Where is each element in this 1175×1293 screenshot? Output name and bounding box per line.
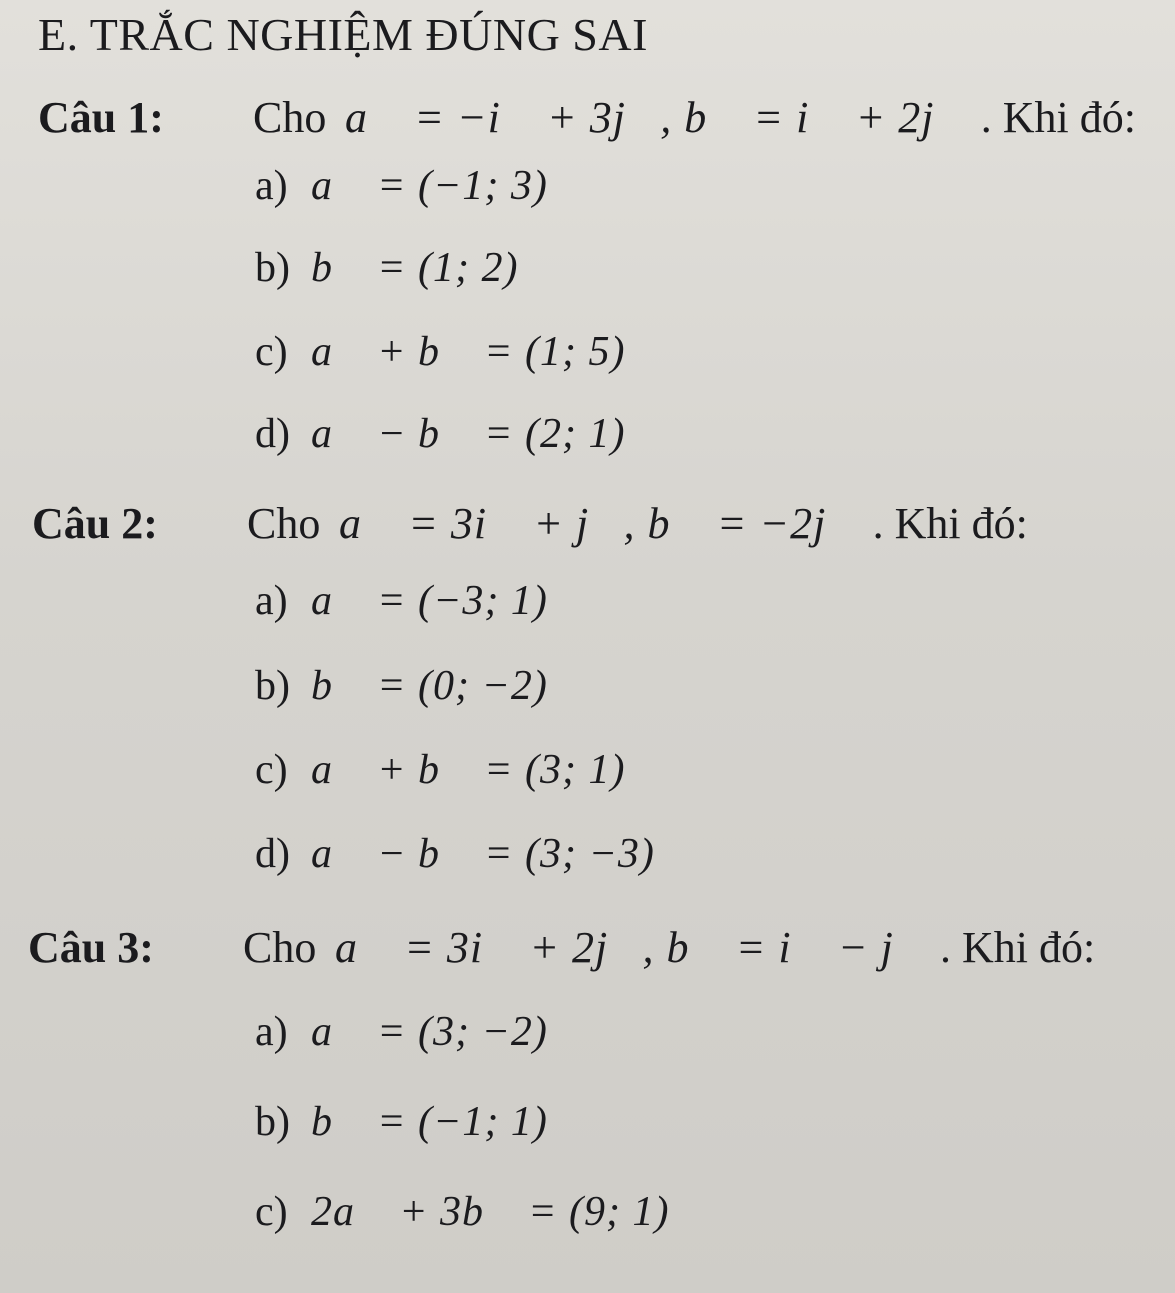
question-cho: Cho xyxy=(253,93,327,142)
option-label: d) xyxy=(255,831,290,877)
option-formula: a⃗ − b⃗ = (2; 1) xyxy=(311,411,626,457)
question-cho: Cho xyxy=(243,923,317,972)
question-1-option-b xyxy=(255,244,518,292)
option-formula: b⃗ = (−1; 1) xyxy=(311,1099,548,1145)
option-label: c) xyxy=(255,329,288,375)
option-label: a) xyxy=(255,1009,288,1055)
option-formula: a⃗ − b⃗ = (3; −3) xyxy=(311,831,655,877)
question-tail: . Khi đó: xyxy=(940,923,1096,972)
question-label: Câu 1: xyxy=(38,93,164,142)
question-label: Câu 2: xyxy=(32,499,158,548)
option-label: a) xyxy=(255,578,288,624)
question-formula: a⃗ = 3i⃗ + 2j⃗, b⃗ = i⃗ − j⃗ xyxy=(335,923,929,972)
option-formula: a⃗ = (−3; 1) xyxy=(311,578,548,624)
question-cho: Cho xyxy=(247,499,321,548)
option-formula: b⃗ = (1; 2) xyxy=(311,245,519,291)
question-formula: a⃗ = 3i⃗ + j⃗, b⃗ = −2j⃗ xyxy=(339,499,861,548)
question-2-option-c xyxy=(255,746,625,794)
question-2-option-d xyxy=(255,830,655,878)
question-3-option-a xyxy=(255,1008,548,1056)
question-3 xyxy=(28,922,1095,973)
question-tail: . Khi đó: xyxy=(872,499,1028,548)
option-label: a) xyxy=(255,163,288,209)
option-formula: b⃗ = (0; −2) xyxy=(311,663,548,709)
option-label: b) xyxy=(255,245,290,291)
section-heading: E. TRẮC NGHIỆM ĐÚNG SAI xyxy=(38,9,648,60)
option-label: b) xyxy=(255,1099,290,1145)
question-2-option-b xyxy=(255,662,548,710)
question-2-option-a xyxy=(255,577,548,625)
option-label: c) xyxy=(255,747,288,793)
question-2 xyxy=(32,498,1028,549)
question-formula: a⃗ = −i⃗ + 3j⃗, b⃗ = i⃗ + 2j⃗ xyxy=(345,93,969,142)
question-1-option-c xyxy=(255,328,625,376)
option-formula: a⃗ = (−1; 3) xyxy=(311,163,548,209)
option-label: c) xyxy=(255,1189,288,1235)
option-formula: a⃗ + b⃗ = (3; 1) xyxy=(311,747,626,793)
question-3-option-c xyxy=(255,1188,669,1236)
question-3-option-b xyxy=(255,1098,548,1146)
option-label: d) xyxy=(255,411,290,457)
option-formula: a⃗ = (3; −2) xyxy=(311,1009,548,1055)
question-tail: . Khi đó: xyxy=(980,93,1136,142)
question-1 xyxy=(38,92,1136,143)
option-label: b) xyxy=(255,663,290,709)
option-formula: 2a⃗ + 3b⃗ = (9; 1) xyxy=(311,1189,670,1235)
question-1-option-a xyxy=(255,162,548,210)
question-label: Câu 3: xyxy=(28,923,154,972)
option-formula: a⃗ + b⃗ = (1; 5) xyxy=(311,329,626,375)
question-1-option-d xyxy=(255,410,625,458)
